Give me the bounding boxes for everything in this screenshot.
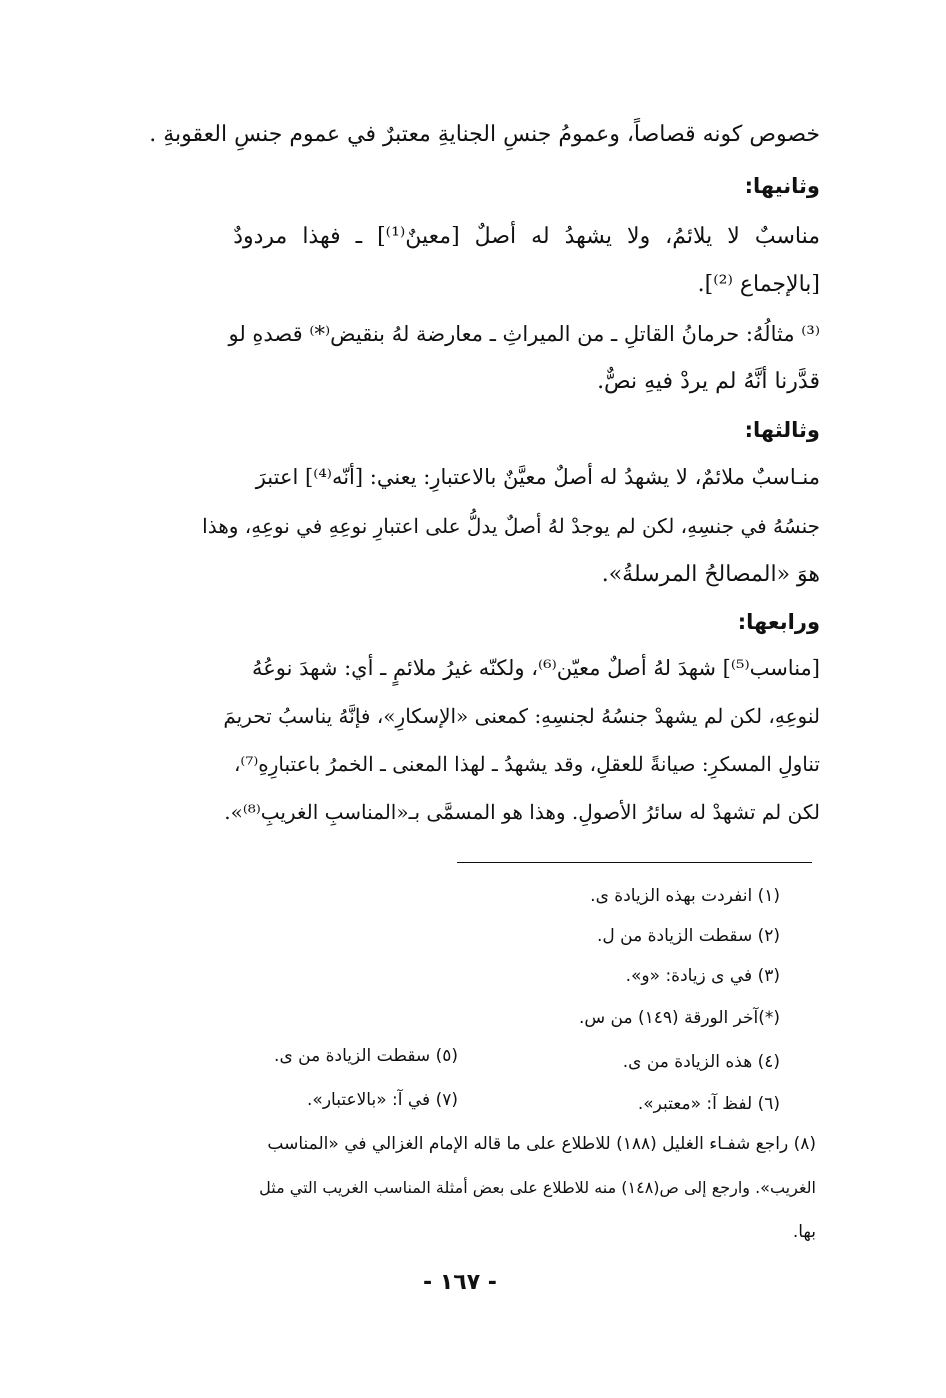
- footnote-4: (٤) هذه الزيادة من ى.: [622, 1052, 780, 1072]
- footnote-star: (*)آخر الورقة (١٤٩) من س.: [578, 1008, 780, 1028]
- body-line-10: هوَ «المصالحُ المرسلةُ».: [601, 562, 820, 587]
- body-line-5: ⁽³⁾ مثالُهُ: حرمانُ القاتلِ ـ من الميراثِ ـ معارضة لهُ بنقيض⁽*⁾ قصدهِ لو: [228, 322, 820, 346]
- heading-third: وثالثها:: [744, 418, 820, 442]
- body-line-14: تناولِ المسكرِ: صيانةً للعقلِ، وقد يشهدُ ـ لهذا المعنى ـ الخمرُ باعتبارِهِ⁽⁷⁾،: [233, 752, 820, 776]
- body-line-13: لنوعِهِ، لكن لم يشهدْ جنسُهُ لجنسِهِ: كمعنى «الإسكارِ»، فإنَّهُ يناسبُ تحريمَ: [223, 704, 820, 728]
- body-line-1: خصوص كونه قصاصاً، وعمومُ جنسِ الجنايةِ معتبرٌ في عموم جنسِ العقوبةِ .: [149, 122, 820, 147]
- heading-second: وثانيها:: [744, 174, 820, 198]
- body-line-3: مناسبٌ لا يلائمُ، ولا يشهدُ له أصلٌ [معينٌ⁽¹⁾] ـ فهذا مردودٌ: [233, 224, 820, 249]
- footnote-8-line-1: (٨) راجع شفـاء الغليل (١٨٨) للاطلاع على ما قاله الإمام الغزالي في «المناسب: [267, 1134, 816, 1154]
- footnote-8-line-2: الغريب». وارجع إلى ص(١٤٨) منه للاطلاع على بعض أمثلة المناسب الغريب التي مثل: [259, 1178, 816, 1197]
- heading-fourth: ورابعها:: [737, 610, 820, 634]
- body-line-12: [مناسب⁽⁵⁾] شهدَ لهُ أصلٌ معيّن⁽⁶⁾، ولكنّه غيرُ ملائمٍ ـ أي: شهدَ نوعُهُ: [251, 656, 820, 680]
- footnote-5: (٥) سقطت الزيادة من ى.: [274, 1046, 458, 1066]
- body-line-6: قدَّرنا أنَّهُ لم يردْ فيهِ نصٌّ.: [597, 369, 820, 394]
- body-line-8: منـاسبٌ ملائمٌ، لا يشهدُ له أصلٌ معيَّنٌ بالاعتبارِ: يعني: [أنّه⁽⁴⁾] اعتبرَ: [255, 465, 820, 489]
- footnote-3: (٣) في ى زيادة: «و».: [625, 966, 780, 986]
- body-line-15: لكن لم تشهدْ له سائرُ الأصولِ. وهذا هو المسمَّى بـ«المناسبِ الغريبِ⁽⁸⁾».: [224, 800, 820, 824]
- footnote-2: (٢) سقطت الزيادة من ل.: [597, 926, 780, 946]
- footnote-separator: [457, 862, 812, 863]
- body-line-4: [بالإجماع ⁽²⁾].: [697, 272, 820, 297]
- footnote-6: (٦) لفظ آ: «معتبر».: [637, 1094, 780, 1114]
- page-number: - ١٦٧ -: [423, 1270, 497, 1295]
- footnote-8-line-3: بها.: [792, 1222, 816, 1242]
- body-line-9: جنسُهُ في جنسِهِ، لكن لم يوجدْ لهُ أصلٌ يدلُّ على اعتبارِ نوعِهِ في نوعِهِ، وهذا: [202, 514, 820, 538]
- footnote-7: (٧) في آ: «بالاعتبار».: [307, 1090, 458, 1110]
- footnote-1: (١) انفردت بهذه الزيادة ى.: [590, 886, 780, 906]
